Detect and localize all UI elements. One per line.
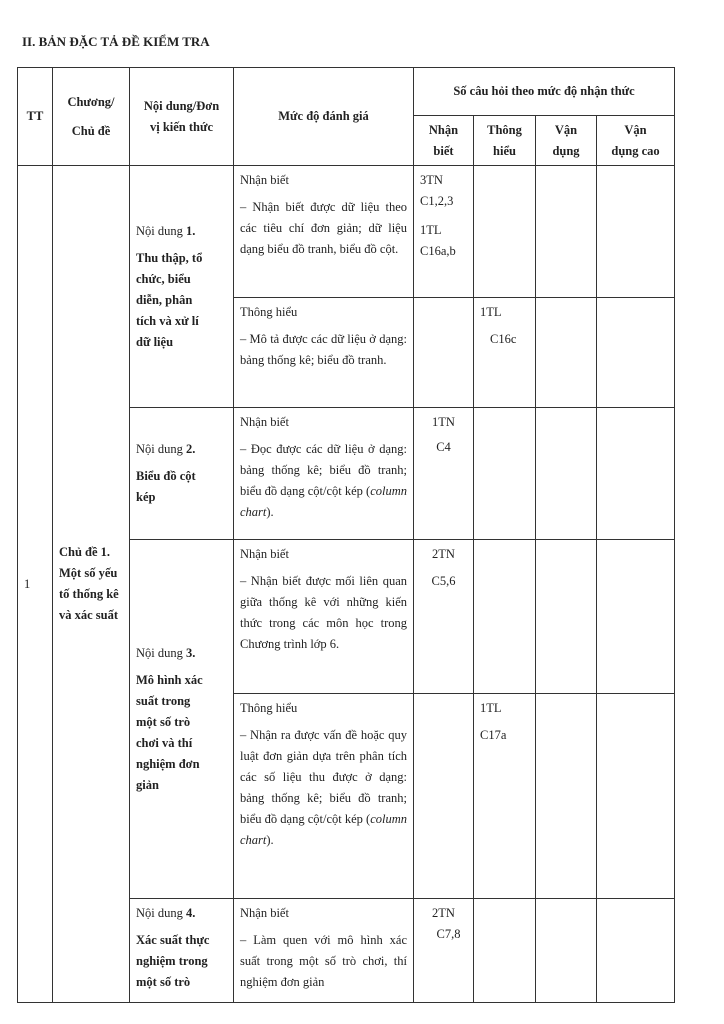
vd-cell <box>536 899 597 1003</box>
header-tt: TT <box>18 68 53 166</box>
nb-cell: 2TN C7,8 <box>414 899 474 1003</box>
nb-cell: 2TN C5,6 <box>414 540 474 694</box>
row-tt: 1 <box>18 166 53 1003</box>
table-row <box>18 166 675 298</box>
vdc-cell <box>597 899 675 1003</box>
th-cell <box>474 166 536 298</box>
th-cell <box>474 899 536 1003</box>
header-content: Nội dung/Đơn vị kiến thức <box>130 68 234 166</box>
content-2: Nội dung 2. Biểu đồ cột kép <box>130 408 234 540</box>
header-van-dung: Vận dụng <box>536 116 597 166</box>
header-nhan-biet: Nhận biết <box>414 116 474 166</box>
vd-cell <box>536 166 597 298</box>
level-cell: Thông hiểu – Mô tả được các dữ liệu ở dạng: bảng thống kê; biểu đồ tranh. <box>234 298 414 408</box>
header-van-dung-cao: Vận dụng cao <box>597 116 675 166</box>
spec-table <box>17 67 675 1003</box>
vdc-cell <box>597 408 675 540</box>
header-chapter: Chương/ Chủ đề <box>53 68 130 166</box>
vd-cell <box>536 694 597 899</box>
content-1: Nội dung 1. Thu thập, tổ chức, biểu diễn, phân tích và xử lí dữ liệu <box>130 166 234 408</box>
vd-cell <box>536 540 597 694</box>
nb-cell <box>414 298 474 408</box>
nb-cell: 1TN C4 <box>414 408 474 540</box>
th-cell <box>474 408 536 540</box>
th-cell <box>474 540 536 694</box>
header-questions: Số câu hỏi theo mức độ nhận thức <box>414 68 675 116</box>
content-3: Nội dung 3. Mô hình xác suất trong một số trò chơi và thí nghiệm đơn giản <box>130 540 234 899</box>
th-cell: 1TL C16c <box>474 298 536 408</box>
level-cell: Nhận biết – Đọc được các dữ liệu ở dạng: bảng thống kê; biểu đồ tranh; biểu đồ dạng cột/cột kép (column chart). <box>234 408 414 540</box>
nb-cell: 3TN C1,2,3 1TL C16a,b <box>414 166 474 298</box>
vd-cell <box>536 298 597 408</box>
level-cell: Nhận biết – Nhận biết được dữ liệu theo các tiêu chí đơn giản; dữ liệu dạng biểu đồ tranh, biểu đồ cột. <box>234 166 414 298</box>
vdc-cell <box>597 694 675 899</box>
th-cell: 1TL C17a <box>474 694 536 899</box>
vdc-cell <box>597 166 675 298</box>
content-4: Nội dung 4. Xác suất thực nghiệm trong một số trò <box>130 899 234 1003</box>
row-chapter: Chủ đề 1. Một số yếu tố thống kê và xác suất <box>53 166 130 1003</box>
level-cell: Nhận biết – Làm quen với mô hình xác suất trong một số trò chơi, thí nghiệm đơn giản <box>234 899 414 1003</box>
header-level: Mức độ đánh giá <box>234 68 414 166</box>
level-cell: Thông hiểu – Nhận ra được vấn đề hoặc quy luật đơn giản dựa trên phân tích các số liệu thu được ở dạng: bảng thống kê; biểu đồ tranh; biểu đồ dạng cột/cột kép (column chart). <box>234 694 414 899</box>
header-thong-hieu: Thông hiểu <box>474 116 536 166</box>
vdc-cell <box>597 298 675 408</box>
level-cell: Nhận biết – Nhận biết được mối liên quan giữa thống kê với những kiến thức trong các môn học trong Chương trình lớp 6. <box>234 540 414 694</box>
vdc-cell <box>597 540 675 694</box>
header-row-1 <box>18 68 675 116</box>
vd-cell <box>536 408 597 540</box>
nb-cell <box>414 694 474 899</box>
section-title: II. BẢN ĐẶC TẢ ĐỀ KIỂM TRA <box>22 34 210 49</box>
